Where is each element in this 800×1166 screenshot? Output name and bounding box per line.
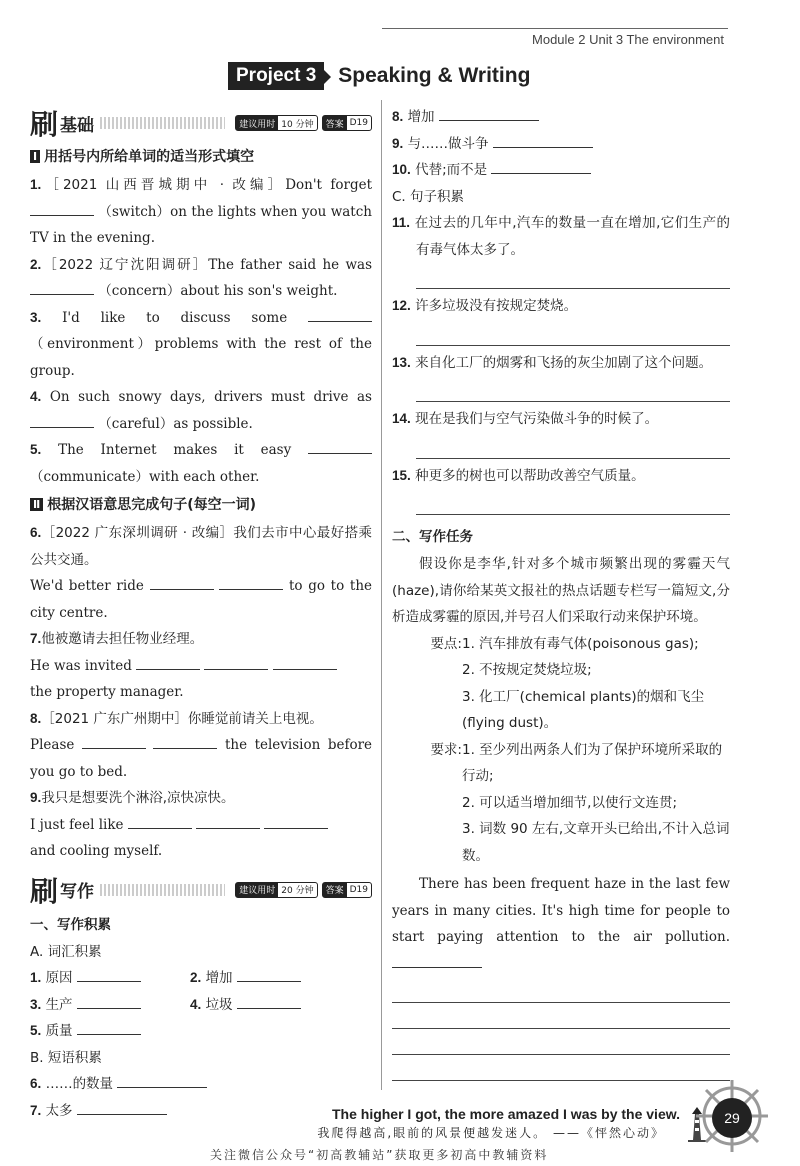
phrase-item: 9. 与……做斗争 (392, 131, 730, 158)
part-1-heading: Ⅰ 用括号内所给单词的适当形式填空 (30, 146, 372, 166)
answer-blank[interactable] (273, 656, 337, 670)
column-divider (381, 100, 382, 1090)
time-tag: 建议用时 20 分钟 (235, 882, 317, 898)
vocab-item: 1. 原因 (30, 965, 190, 992)
question-8: 8.［2021 广东广州期中］你睡觉前请关上电视。 Please the television before you go to bed. (30, 710, 373, 780)
answer-blank[interactable] (264, 815, 328, 829)
answer-blank[interactable] (77, 1021, 141, 1035)
footer (0, 1100, 800, 1166)
task-title: 二、写作任务 (392, 529, 473, 545)
sentence-item: 15. 种更多的树也可以帮助改善空气质量。 (392, 467, 645, 484)
sentence-item: 12. 许多垃圾没有按规定焚烧。 (392, 298, 578, 314)
task-intro: 假设你是李华,针对多个城市频繁出现的雾霾天气(haze),请你给某英文报社的热点话题专栏写一篇短文,分析造成雾霾的原因,并号召人们采取行动来保护环境。 (392, 556, 730, 625)
question-3: 3. I'd like to discuss some （environment）problems with the rest of the group. (30, 309, 372, 379)
question-6: 6.［2022 广东深圳调研 · 改编］我们去市中心最好搭乘公共交通。 We'd better ride to go to the city centre. (30, 525, 373, 621)
answer-blank[interactable] (237, 995, 301, 1009)
answer-blank[interactable] (237, 968, 301, 982)
answer-blank[interactable] (392, 954, 482, 968)
phrase-title: B. 短语积累 (30, 1049, 102, 1066)
answer-blank[interactable] (30, 281, 94, 295)
basic-label: 基础 (60, 115, 95, 136)
answer-blank[interactable] (153, 735, 217, 749)
project-title: Speaking & Writing (338, 64, 531, 87)
question-1: 1.［2021 山西晋城期中 · 改编］Don't forget （switch）on the lights when you watch TV in the evening. (30, 177, 372, 246)
basic-section-head (30, 104, 372, 142)
vocab-item: 4. 垃圾 (190, 992, 360, 1019)
phrase-item: 10. 代替;而不是 (392, 157, 730, 184)
question-7: 7.他被邀请去担任物业经理。 He was invited the property manager. (30, 626, 372, 706)
phrase-item: 7. 太多 (30, 1098, 372, 1125)
page-number: 29 (712, 1098, 752, 1138)
left-column (30, 104, 372, 1124)
project-badge: Project 3 (228, 62, 324, 90)
sentence-title: C. 句子积累 (392, 188, 465, 205)
answer-tag: 答案 D19 (322, 882, 372, 898)
shua-glyph: 刷 (30, 108, 59, 141)
sentence-item: 11. 在过去的几年中,汽车的数量一直在增加,它们生产的有毒气体太多了。 (392, 215, 730, 258)
header-rule (382, 28, 728, 29)
task-points: 要点: 1. 汽车排放有毒气体(poisonous gas); 2. 不按规定焚烧垃圾; 3. 化工厂(chemical plants)的烟和飞尘(flying dust)。 (430, 635, 705, 731)
answer-line[interactable] (416, 433, 730, 459)
answer-line[interactable] (416, 376, 730, 402)
question-9: 9.我只是想要洗个淋浴,凉快凉快。 I just feel like and cooling myself. (30, 785, 372, 865)
answer-blank[interactable] (204, 656, 268, 670)
quote-english: The higher I got, the more amazed I was by the view. (331, 1106, 680, 1122)
answer-tag: 答案 D19 (322, 115, 372, 131)
sentence-item: 14. 现在是我们与空气污染做斗争的时候了。 (392, 411, 659, 427)
wechat-notice: 关注微信公众号“初高教辅站”获取更多初高中教辅资料 (210, 1148, 549, 1162)
essay-line[interactable] (392, 1055, 730, 1081)
answer-line[interactable] (416, 320, 730, 346)
answer-blank[interactable] (150, 576, 214, 590)
question-2: 2.［2022 辽宁沈阳调研］The father said he was （concern）about his son's weight. (30, 256, 372, 299)
answer-blank[interactable] (196, 815, 260, 829)
answer-blank[interactable] (219, 576, 283, 590)
essay-line[interactable] (392, 1003, 730, 1029)
task-requirements: 要求: 1. 至少列出两条人们为了保护环境所采取的行动; 2. 可以适当增加细节,以使行文连贯; 3. 词数 90 左右,文章开头已给出,不计入总词数。 (430, 741, 730, 864)
page-title (228, 62, 530, 90)
essay-opening: There has been frequent haze in the last few years in many cities. It's high time for people to start paying attention to the air pollution. (392, 871, 730, 977)
right-column (392, 104, 730, 1081)
part-2-heading: Ⅱ 根据汉语意思完成句子(每空一词) (30, 494, 372, 514)
essay-line[interactable] (392, 977, 730, 1003)
vocab-list (30, 965, 372, 1045)
accum-title: 一、写作积累 (30, 916, 111, 933)
vocab-title: A. 词汇积累 (30, 943, 102, 960)
answer-blank[interactable] (117, 1074, 207, 1088)
writing-section-head (30, 871, 372, 909)
vocab-item: 2. 增加 (190, 965, 360, 992)
question-5: 5. The Internet makes it easy （communicate）with each other. (30, 437, 372, 490)
answer-blank[interactable] (30, 202, 94, 216)
answer-blank[interactable] (136, 656, 200, 670)
quote-chinese: 我爬得越高,眼前的风景便越发迷人。 ——《怦然心动》 (317, 1126, 665, 1140)
time-tag: 建议用时 10 分钟 (235, 115, 317, 131)
answer-line[interactable] (416, 263, 730, 289)
phrase-item: 8. 增加 (392, 104, 730, 131)
answer-blank[interactable] (308, 440, 372, 454)
writing-label: 写作 (60, 882, 95, 902)
answer-blank[interactable] (77, 995, 141, 1009)
answer-blank[interactable] (493, 134, 593, 148)
vocab-item: 5. 质量 (30, 1018, 190, 1045)
question-4: 4. On such snowy days, drivers must drive as （careful）as possible. (30, 389, 372, 432)
answer-blank[interactable] (439, 107, 539, 121)
sentence-item: 13. 来自化工厂的烟雾和飞扬的灰尘加剧了这个问题。 (392, 354, 713, 371)
vocab-item: 3. 生产 (30, 992, 190, 1019)
dotted-rule (100, 884, 225, 896)
shua-glyph: 刷 (30, 874, 59, 908)
running-head: Module 2 Unit 3 The environment (532, 32, 724, 47)
answer-blank[interactable] (128, 815, 192, 829)
dotted-rule (100, 117, 225, 129)
essay-line[interactable] (392, 1029, 730, 1055)
answer-blank[interactable] (308, 308, 372, 322)
answer-blank[interactable] (491, 160, 591, 174)
answer-blank[interactable] (77, 968, 141, 982)
answer-blank[interactable] (82, 735, 146, 749)
answer-line[interactable] (416, 489, 730, 515)
answer-blank[interactable] (30, 414, 94, 428)
phrase-item: 6. ……的数量 (30, 1071, 372, 1098)
